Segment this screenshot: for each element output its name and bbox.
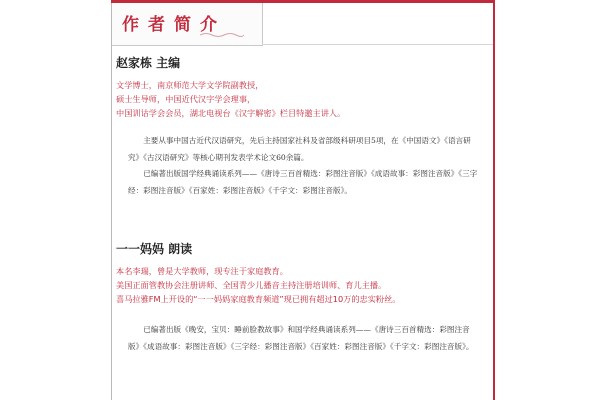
section-title: 作者简介: [122, 15, 226, 35]
author1-bio-paragraph: 已编著出版国学经典诵读系列——《唐诗三百首精选：彩图注音版》《成语故事：彩图注音版》《三字经：彩图注音版》《百家姓：彩图注音版》《千字文：彩图注音版》。: [128, 169, 478, 195]
author2-credential-line: 喜马拉雅FM上开设的“一一妈妈家庭教育频道”现已拥有超过10万的忠实粉丝。: [116, 294, 401, 304]
author1-bio-paragraph: 主要从事中国古近代汉语研究，先后主持国家社科及省部级科研项目5项，在《中国语文》《语言研究》《古汉语研究》等核心期刊发表学术论文60余篇。: [128, 136, 471, 162]
author2-name: 一一妈妈 朗读: [116, 242, 193, 256]
title-ornament-icon: [200, 32, 244, 38]
author1-credentials: [116, 78, 345, 120]
author1-bio: [128, 133, 480, 199]
author2-credential-line: 本名李瑞，曾是大学教师，现专注于家庭教育。: [116, 266, 288, 276]
author1-credential-line: 硕士生导师，中国近代汉字学会理事，: [116, 94, 256, 104]
author1-credential-line: 文学博士，南京师范大学文学院副教授，: [116, 80, 264, 90]
right-border-rule: [493, 0, 495, 400]
author1-name: 赵家栋 主编: [116, 56, 181, 70]
author2-credentials: [116, 264, 401, 306]
left-border-rule: [111, 0, 112, 400]
author1-credential-line: 中国训诂学会会员，湖北电视台《汉字解密》栏目特邀主讲人。: [116, 108, 346, 118]
header-underline: [262, 44, 493, 45]
author2-bio-paragraph: 已编著出版《晚安，宝贝：睡前脸教故事》和国学经典诵读系列——《唐诗三百首精选：彩图注音版》《成语故事：彩图注音版》《三字经：彩图注音版》《百家姓：彩图注音版》《千字文：彩图注音版》。: [128, 325, 474, 351]
author2-bio: [128, 322, 480, 355]
author2-credential-line: 美国正面管教协会注册讲师、全国青少儿播音主持注册培训师、育儿主播。: [116, 280, 387, 290]
